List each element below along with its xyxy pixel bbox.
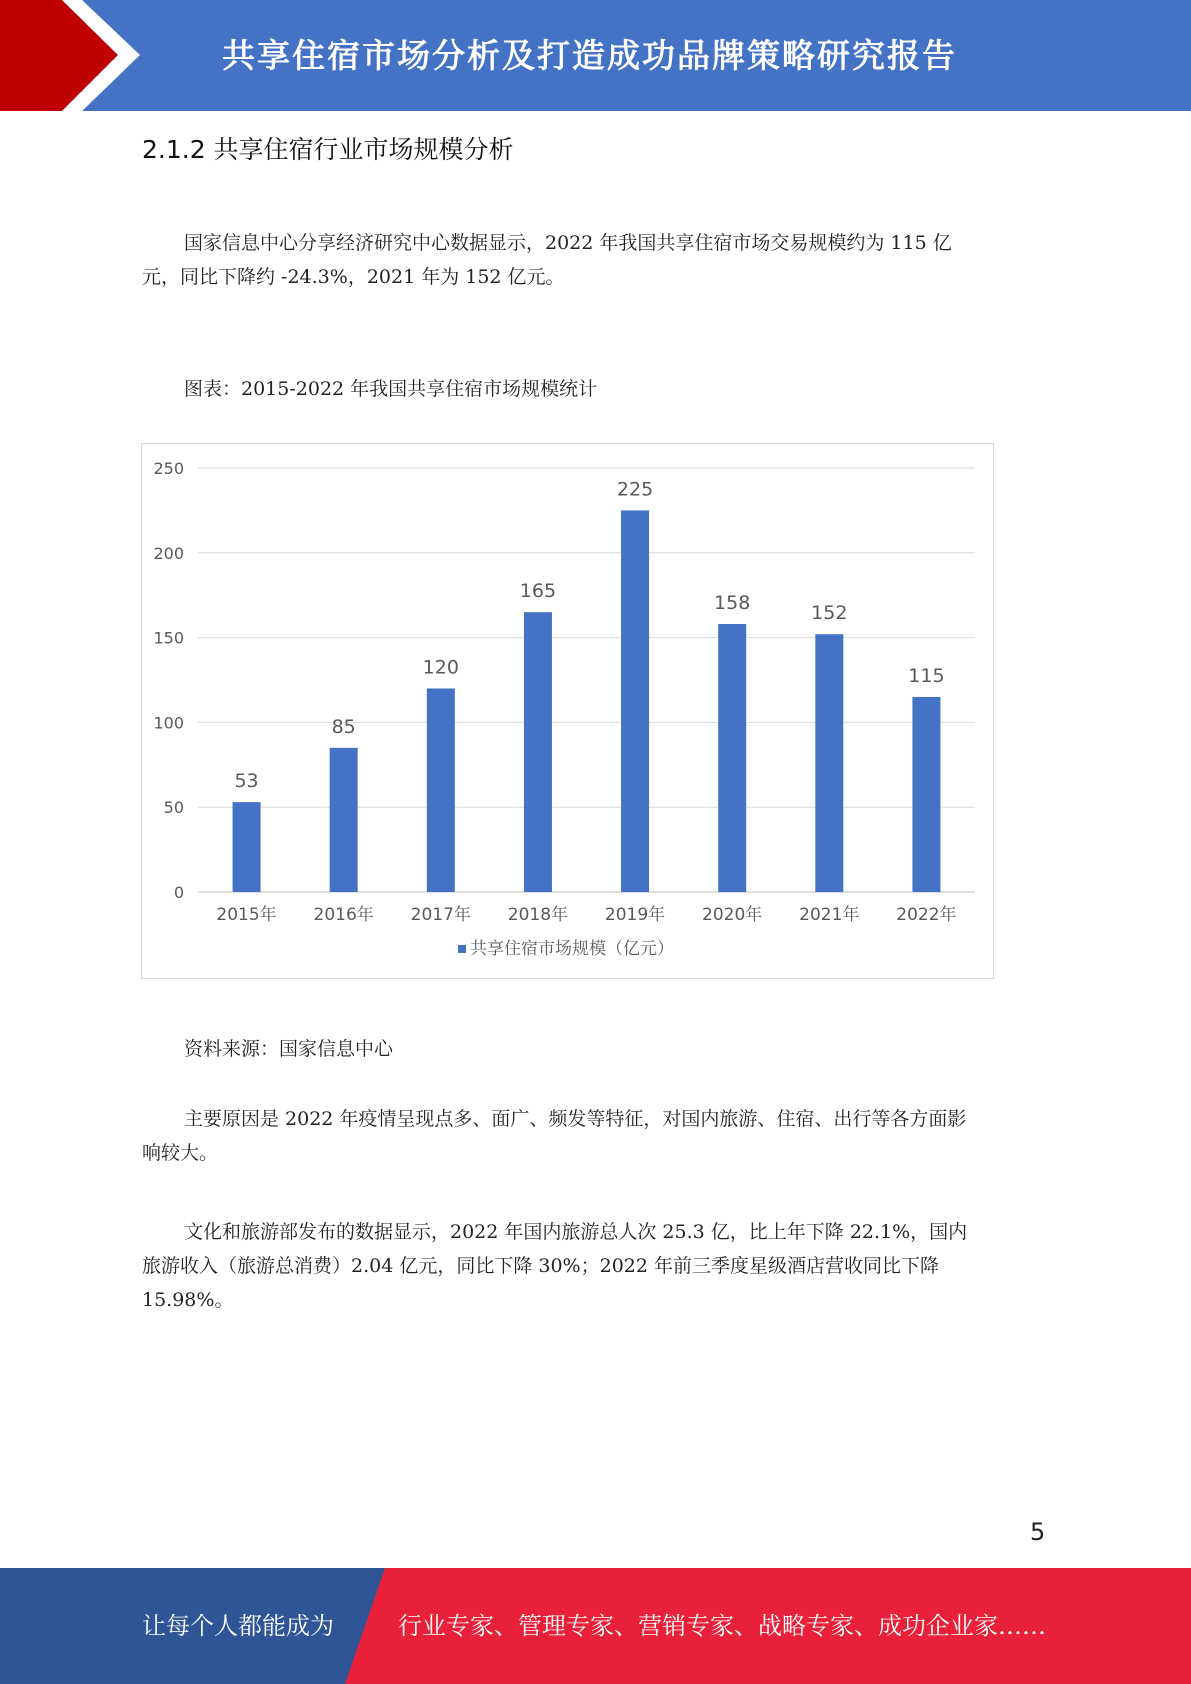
- bar: [912, 697, 940, 892]
- bar-chart: [141, 443, 994, 979]
- header-arrow-decoration: [0, 0, 160, 111]
- data-label: 165: [519, 580, 557, 603]
- paragraph-line: 文化和旅游部发布的数据显示，2022 年国内旅游总人次 25.3 亿，比上年下降 22.1%，国内: [184, 1221, 968, 1243]
- x-tick-label: 2021年: [799, 905, 860, 925]
- paragraph-line: 旅游收入（旅游总消费）2.04 亿元，同比下降 30%；2022 年前三季度星级酒店营收同比下降: [142, 1255, 940, 1277]
- y-tick-label: 150: [153, 628, 184, 648]
- legend-label: 共享住宿市场规模（亿元）: [470, 939, 674, 959]
- bar: [330, 748, 358, 892]
- x-tick-label: 2019年: [604, 905, 666, 925]
- x-tick-label: 2018年: [507, 905, 569, 925]
- page-footer: [0, 1568, 1191, 1684]
- chart-caption: 图表：2015-2022 年我国共享住宿市场规模统计: [184, 378, 598, 400]
- bar: [233, 802, 261, 892]
- data-label: 85: [331, 715, 356, 738]
- legend-swatch: [458, 945, 466, 953]
- paragraph-line: 主要原因是 2022 年疫情呈现点多、面广、频发等特征，对国内旅游、住宿、出行等各方面影: [184, 1108, 967, 1130]
- paragraph-line: 国家信息中心分享经济研究中心数据显示，2022 年我国共享住宿市场交易规模约为 115 亿: [184, 232, 952, 254]
- data-label: 152: [811, 602, 848, 625]
- data-label: 120: [422, 656, 459, 679]
- y-tick-label: 0: [173, 883, 184, 902]
- x-tick-label: 2016年: [313, 905, 374, 925]
- chart-canvas: [142, 444, 995, 980]
- y-tick-label: 200: [153, 543, 184, 563]
- data-source: 资料来源：国家信息中心: [184, 1038, 394, 1060]
- page-header: [0, 0, 1191, 111]
- paragraph-line: 元，同比下降约 -24.3%，2021 年为 152 亿元。: [142, 266, 565, 288]
- report-title: 共享住宿市场分析及打造成功品牌策略研究报告: [222, 36, 957, 75]
- y-tick-label: 50: [163, 798, 184, 818]
- y-tick-label: 250: [153, 459, 184, 478]
- bar: [524, 612, 552, 892]
- paragraph-reason: [142, 1102, 1052, 1170]
- paragraph-market-size: [142, 226, 1052, 294]
- paragraph-tourism-data: [142, 1215, 1052, 1317]
- data-label: 53: [234, 770, 259, 793]
- data-label: 158: [714, 592, 751, 615]
- bar: [718, 624, 746, 892]
- y-tick-label: 100: [153, 713, 184, 733]
- bar: [815, 634, 843, 892]
- paragraph-line: 15.98%。: [142, 1289, 234, 1311]
- footer-slogan-right: 行业专家、管理专家、营销专家、战略专家、成功企业家……: [398, 1612, 1046, 1640]
- page-number: 5: [1030, 1518, 1046, 1546]
- x-tick-label: 2020年: [702, 905, 763, 925]
- bar: [621, 510, 649, 892]
- paragraph-line: 响较大。: [142, 1142, 219, 1164]
- data-label: 225: [616, 478, 654, 501]
- x-tick-label: 2017年: [410, 905, 471, 925]
- data-label: 115: [908, 664, 945, 687]
- x-tick-label: 2022年: [896, 905, 957, 925]
- footer-slogan-left: 让每个人都能成为: [142, 1612, 334, 1640]
- bar: [427, 688, 455, 892]
- section-title: 2.1.2 共享住宿行业市场规模分析: [142, 135, 514, 164]
- x-tick-label: 2015年: [216, 905, 277, 925]
